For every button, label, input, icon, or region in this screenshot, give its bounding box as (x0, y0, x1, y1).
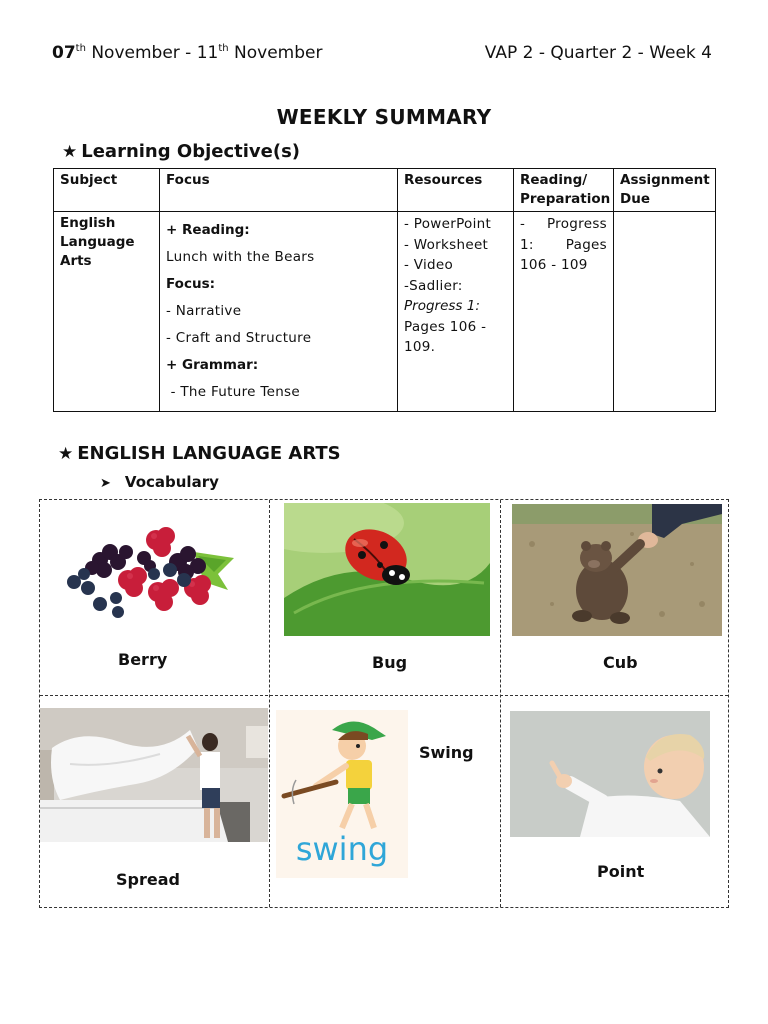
resource-item: - Worksheet (404, 236, 489, 253)
reading-prep-cell (514, 212, 614, 412)
column-header: Resources (398, 169, 514, 212)
focus-item: - Narrative (166, 303, 242, 319)
resources-cell (398, 212, 514, 412)
swing-art-text: swing (295, 830, 389, 868)
bed-sheet-photo (40, 708, 268, 842)
vocab-word-point: Point (597, 862, 645, 881)
grammar-label: + Grammar: (166, 357, 259, 373)
ladybug-photo (284, 503, 490, 636)
course-week-label: VAP 2 - Quarter 2 - Week 4 (484, 43, 712, 63)
focus-cell (160, 212, 398, 412)
focus-item: - Craft and Structure (166, 330, 312, 346)
swing-illustration (276, 710, 408, 878)
section-heading-objectives: ★ Learning Objective(s) (62, 141, 301, 162)
grammar-item: - The Future Tense (166, 384, 300, 400)
date-range: 07th November - 11th November (52, 43, 323, 63)
column-header: Reading/ Preparation (514, 169, 614, 212)
reading-prep-line: - Progress (520, 216, 607, 232)
vocabulary-grid (39, 499, 729, 908)
resource-item: -Sadlier: (404, 277, 463, 294)
grid-divider (40, 695, 728, 696)
resource-progress: Progress 1: (404, 298, 480, 314)
vocab-word-berry: Berry (118, 650, 168, 669)
vocab-word-swing: Swing (419, 743, 474, 762)
focus-label: Focus: (166, 276, 215, 292)
table-row (54, 212, 716, 412)
assignment-due-cell (614, 212, 716, 412)
reading-label: + Reading: (166, 222, 250, 238)
berries-photo (58, 522, 240, 622)
resource-item: - Video (404, 257, 454, 273)
table-header-row (54, 169, 716, 212)
reading-title: Lunch with the Bears (166, 249, 315, 265)
star-icon: ★ (62, 142, 78, 162)
star-icon: ★ (58, 444, 74, 464)
column-header: Assignment Due (614, 169, 716, 212)
vocab-word-bug: Bug (372, 653, 408, 672)
resource-item: - PowerPoint (404, 216, 492, 232)
page-title: WEEKLY SUMMARY (276, 105, 492, 129)
subject-cell: English Language Arts (54, 212, 160, 412)
vocab-word-spread: Spread (116, 870, 180, 889)
reading-prep-line: 106 - 109 (520, 257, 588, 273)
baby-pointing-photo (510, 711, 710, 837)
vocabulary-heading: ➤ Vocabulary (100, 473, 219, 491)
column-header: Focus (160, 169, 398, 212)
reading-prep-line: 1: Pages (520, 236, 607, 253)
section-heading-ela: ★ ENGLISH LANGUAGE ARTS (58, 443, 341, 464)
bear-cub-photo (512, 504, 722, 636)
column-header: Subject (54, 169, 160, 212)
vocab-word-cub: Cub (603, 653, 638, 672)
objectives-table (53, 168, 716, 412)
grid-divider (500, 500, 501, 907)
arrow-bullet-icon: ➤ (100, 476, 111, 491)
grid-divider (269, 500, 270, 907)
resource-pages: Pages 106 - 109. (404, 318, 487, 355)
